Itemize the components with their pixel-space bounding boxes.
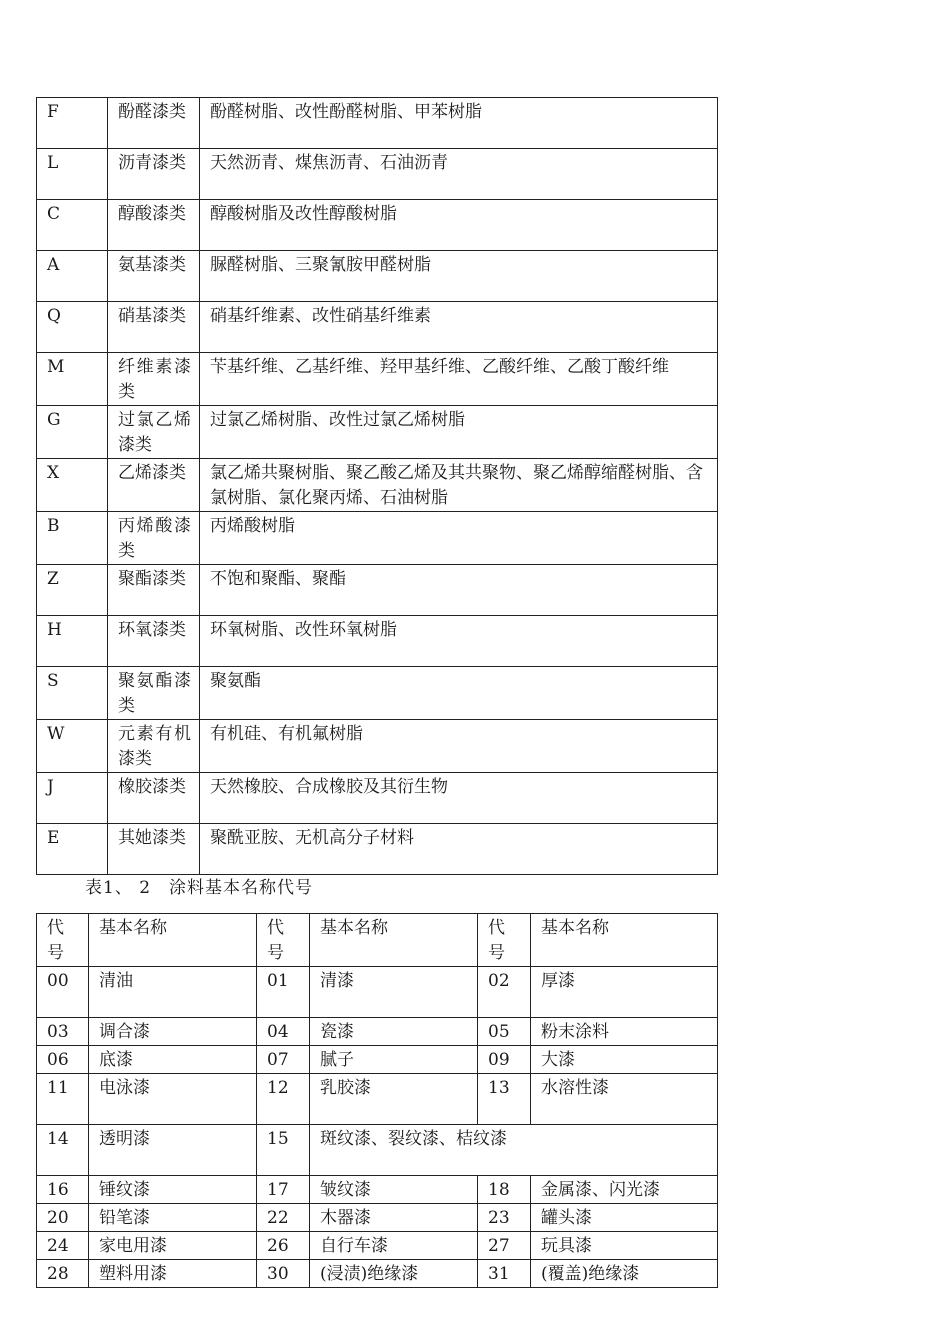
name-cell: 腻子 — [310, 1046, 478, 1074]
type-name-cell: 元素有机漆类 — [108, 720, 200, 773]
header-code: 代号 — [478, 914, 531, 967]
code-cell: L — [37, 149, 108, 200]
type-name-cell: 过氯乙烯漆类 — [108, 406, 200, 459]
header-code: 代号 — [257, 914, 310, 967]
code-cell: 28 — [37, 1260, 89, 1288]
name-cell: 自行车漆 — [310, 1232, 478, 1260]
code-cell: X — [37, 459, 108, 512]
code-cell: 01 — [257, 967, 310, 1018]
name-cell: 大漆 — [531, 1046, 718, 1074]
resin-cell: 醇酸树脂及改性醇酸树脂 — [200, 200, 718, 251]
resin-cell: 聚氨酯 — [200, 667, 718, 720]
name-cell: 瓷漆 — [310, 1018, 478, 1046]
table-row — [37, 302, 718, 353]
resin-cell: 硝基纤维素、改性硝基纤维素 — [200, 302, 718, 353]
code-cell: W — [37, 720, 108, 773]
table-row — [37, 1176, 718, 1204]
code-cell: 23 — [478, 1204, 531, 1232]
table-row — [37, 720, 718, 773]
type-name-cell: 乙烯漆类 — [108, 459, 200, 512]
header-name: 基本名称 — [310, 914, 478, 967]
table-row — [37, 1232, 718, 1260]
code-cell: C — [37, 200, 108, 251]
code-cell: 03 — [37, 1018, 89, 1046]
table-row — [37, 565, 718, 616]
name-cell: 金属漆、闪光漆 — [531, 1176, 718, 1204]
code-cell: 30 — [257, 1260, 310, 1288]
code-cell: 05 — [478, 1018, 531, 1046]
resin-cell: 天然橡胶、合成橡胶及其衍生物 — [200, 773, 718, 824]
code-cell: 18 — [478, 1176, 531, 1204]
table-row — [37, 616, 718, 667]
name-cell: 罐头漆 — [531, 1204, 718, 1232]
name-cell: 透明漆 — [89, 1125, 257, 1176]
code-cell: 04 — [257, 1018, 310, 1046]
table-row — [37, 967, 718, 1018]
code-cell: 24 — [37, 1232, 89, 1260]
name-cell: 水溶性漆 — [531, 1074, 718, 1125]
resin-cell: 聚酰亚胺、无机高分子材料 — [200, 824, 718, 875]
name-cell: 电泳漆 — [89, 1074, 257, 1125]
type-name-cell: 橡胶漆类 — [108, 773, 200, 824]
type-name-cell: 氨基漆类 — [108, 251, 200, 302]
table-row — [37, 1204, 718, 1232]
resin-cell: 酚醛树脂、改性酚醛树脂、甲苯树脂 — [200, 98, 718, 149]
code-cell: 11 — [37, 1074, 89, 1125]
table-row — [37, 149, 718, 200]
code-cell: M — [37, 353, 108, 406]
name-cell: 厚漆 — [531, 967, 718, 1018]
resin-type-table — [36, 97, 718, 875]
code-cell: Z — [37, 565, 108, 616]
resin-cell: 天然沥青、煤焦沥青、石油沥青 — [200, 149, 718, 200]
name-cell: (浸渍)绝缘漆 — [310, 1260, 478, 1288]
table-row — [37, 459, 718, 512]
coating-name-code-table — [36, 913, 718, 1288]
header-name: 基本名称 — [89, 914, 257, 967]
name-cell: 锤纹漆 — [89, 1176, 257, 1204]
table-caption: 表1、 2 涂料基本名称代号 — [85, 878, 314, 898]
table-header-row — [37, 914, 718, 967]
resin-cell: 不饱和聚酯、聚酯 — [200, 565, 718, 616]
table-row — [37, 667, 718, 720]
code-cell: 22 — [257, 1204, 310, 1232]
resin-cell: 丙烯酸树脂 — [200, 512, 718, 565]
name-cell: 清油 — [89, 967, 257, 1018]
type-name-cell: 环氧漆类 — [108, 616, 200, 667]
type-name-cell: 聚氨酯漆类 — [108, 667, 200, 720]
table-row — [37, 1018, 718, 1046]
table-row — [37, 406, 718, 459]
table-row — [37, 353, 718, 406]
header-code: 代号 — [37, 914, 89, 967]
name-cell: 铅笔漆 — [89, 1204, 257, 1232]
code-cell: 16 — [37, 1176, 89, 1204]
resin-cell: 过氯乙烯树脂、改性过氯乙烯树脂 — [200, 406, 718, 459]
type-name-cell: 酚醛漆类 — [108, 98, 200, 149]
name-cell: 清漆 — [310, 967, 478, 1018]
name-cell: 木器漆 — [310, 1204, 478, 1232]
table-row — [37, 824, 718, 875]
resin-cell: 苄基纤维、乙基纤维、羟甲基纤维、乙酸纤维、乙酸丁酸纤维 — [200, 353, 718, 406]
table-row — [37, 1046, 718, 1074]
type-name-cell: 聚酯漆类 — [108, 565, 200, 616]
name-cell: 底漆 — [89, 1046, 257, 1074]
resin-cell: 有机硅、有机氟树脂 — [200, 720, 718, 773]
name-cell: (覆盖)绝缘漆 — [531, 1260, 718, 1288]
code-cell: F — [37, 98, 108, 149]
code-cell: A — [37, 251, 108, 302]
code-cell: 31 — [478, 1260, 531, 1288]
type-name-cell: 沥青漆类 — [108, 149, 200, 200]
code-cell: J — [37, 773, 108, 824]
resin-cell: 环氧树脂、改性环氧树脂 — [200, 616, 718, 667]
name-cell: 斑纹漆、裂纹漆、桔纹漆 — [310, 1125, 718, 1176]
type-name-cell: 丙烯酸漆类 — [108, 512, 200, 565]
code-cell: 27 — [478, 1232, 531, 1260]
name-cell: 皱纹漆 — [310, 1176, 478, 1204]
code-cell: 06 — [37, 1046, 89, 1074]
name-cell: 乳胶漆 — [310, 1074, 478, 1125]
resin-cell: 氯乙烯共聚树脂、聚乙酸乙烯及其共聚物、聚乙烯醇缩醛树脂、含氯树脂、氯化聚丙烯、石油树脂 — [200, 459, 718, 512]
code-cell: G — [37, 406, 108, 459]
code-cell: 07 — [257, 1046, 310, 1074]
table-row — [37, 1074, 718, 1125]
code-cell: 12 — [257, 1074, 310, 1125]
code-cell: 00 — [37, 967, 89, 1018]
code-cell: 02 — [478, 967, 531, 1018]
type-name-cell: 硝基漆类 — [108, 302, 200, 353]
name-cell: 玩具漆 — [531, 1232, 718, 1260]
code-cell: 14 — [37, 1125, 89, 1176]
resin-type-table-body — [37, 98, 718, 875]
name-cell: 粉末涂料 — [531, 1018, 718, 1046]
code-cell: 15 — [257, 1125, 310, 1176]
code-cell: 20 — [37, 1204, 89, 1232]
code-cell: 13 — [478, 1074, 531, 1125]
table-row — [37, 251, 718, 302]
table-row — [37, 200, 718, 251]
name-cell: 家电用漆 — [89, 1232, 257, 1260]
table-row — [37, 1260, 718, 1288]
type-name-cell: 纤维素漆类 — [108, 353, 200, 406]
code-cell: H — [37, 616, 108, 667]
table-row — [37, 512, 718, 565]
coating-name-code-table-body — [37, 914, 718, 1288]
table-row — [37, 98, 718, 149]
code-cell: B — [37, 512, 108, 565]
type-name-cell: 醇酸漆类 — [108, 200, 200, 251]
code-cell: 26 — [257, 1232, 310, 1260]
table-row — [37, 773, 718, 824]
header-name: 基本名称 — [531, 914, 718, 967]
code-cell: S — [37, 667, 108, 720]
table-row — [37, 1125, 718, 1176]
code-cell: Q — [37, 302, 108, 353]
code-cell: E — [37, 824, 108, 875]
resin-cell: 脲醛树脂、三聚氰胺甲醛树脂 — [200, 251, 718, 302]
type-name-cell: 其她漆类 — [108, 824, 200, 875]
name-cell: 塑料用漆 — [89, 1260, 257, 1288]
name-cell: 调合漆 — [89, 1018, 257, 1046]
code-cell: 17 — [257, 1176, 310, 1204]
code-cell: 09 — [478, 1046, 531, 1074]
